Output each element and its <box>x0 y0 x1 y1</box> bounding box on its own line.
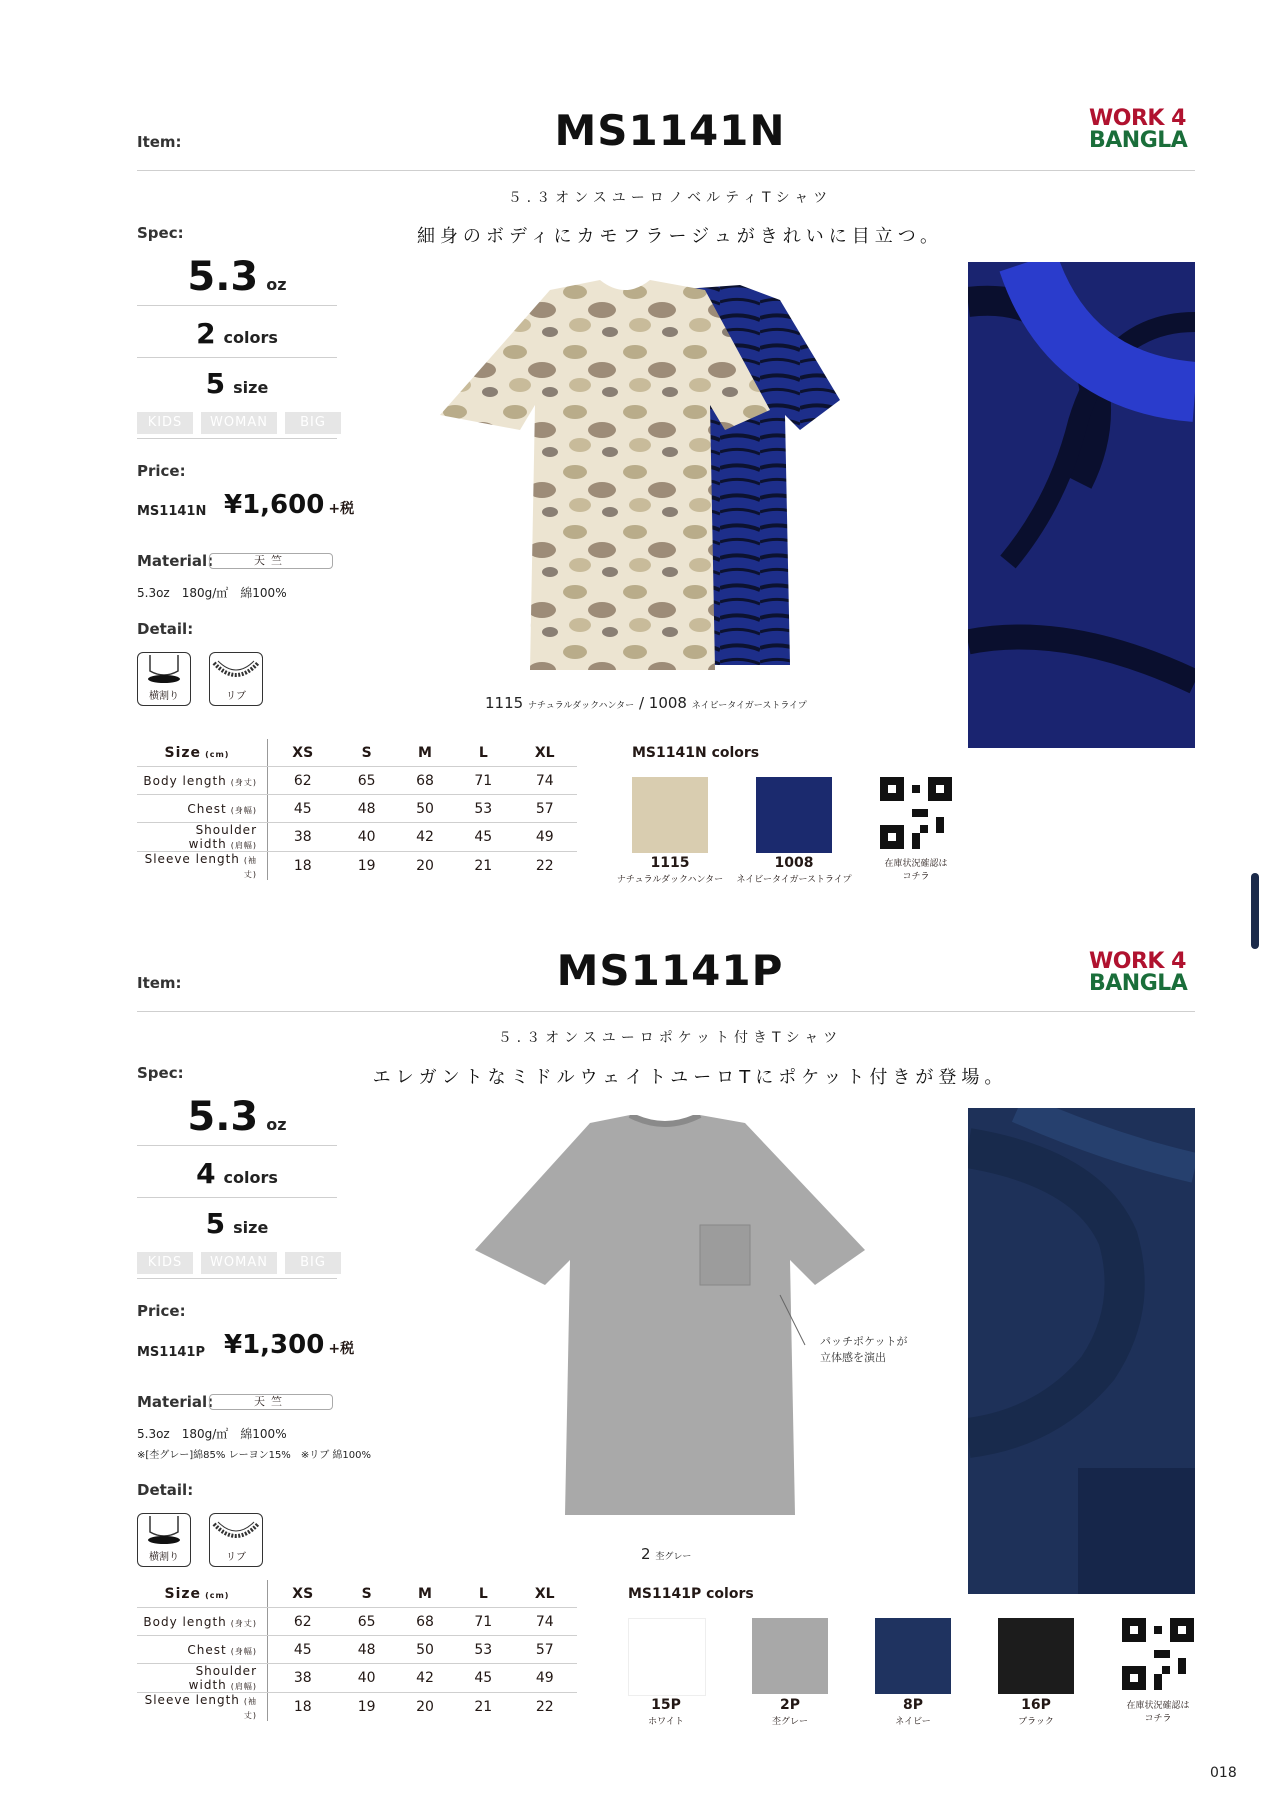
brand-logo <box>1089 108 1187 152</box>
color-swatch-1115[interactable] <box>632 777 708 853</box>
cell: 40 <box>337 1664 395 1693</box>
tag-big: BIG <box>285 1252 341 1274</box>
cell: 42 <box>396 1664 454 1693</box>
row-label: Chest (身幅) <box>137 1636 268 1664</box>
price-code: MS1141P <box>137 1345 206 1360</box>
cell: 40 <box>337 823 395 852</box>
oz-value: 5.3 <box>187 254 259 300</box>
detail-label: Detail: <box>137 620 194 638</box>
size-m: M <box>396 1580 454 1608</box>
item-label: Item: <box>137 133 182 151</box>
rib-detail-icon <box>209 652 263 706</box>
size-tags <box>137 1252 341 1274</box>
table-row <box>137 823 577 852</box>
size-unit: size <box>233 1218 269 1237</box>
swatch-code: 16P <box>1021 1697 1051 1713</box>
qr-code-icon[interactable] <box>880 777 952 849</box>
product-code-title: MS1141P <box>556 946 784 995</box>
divider <box>137 170 1195 171</box>
cell: 74 <box>512 1608 577 1636</box>
cell: 71 <box>454 1608 512 1636</box>
size-header-label: Size (cm) <box>137 739 268 767</box>
colors-value: 4 <box>196 1157 216 1190</box>
swatch-name: ネイビータイガーストライプ <box>736 875 852 885</box>
swatch-name: 杢グレー <box>771 1717 808 1727</box>
cell: 20 <box>416 1699 434 1715</box>
colors-unit: colors <box>223 1168 278 1187</box>
swatch-name: ブラック <box>1018 1717 1054 1727</box>
rib-detail-icon <box>209 1513 263 1567</box>
swatch-name: ホワイト <box>648 1717 684 1727</box>
caption-name: ネイビータイガーストライプ <box>691 701 807 711</box>
table-row <box>137 1664 577 1693</box>
caption-code: 1008 <box>648 694 687 712</box>
cell: 21 <box>474 858 493 874</box>
tag-big: BIG <box>285 412 341 434</box>
logo-line2: BANGLA <box>1089 128 1188 153</box>
size-table-header <box>137 1580 577 1608</box>
divider <box>137 438 337 439</box>
spec-weight <box>137 1090 337 1146</box>
cell: 57 <box>512 1636 577 1664</box>
qr-caption-line: コチラ <box>1144 1714 1172 1724</box>
cell: 18 <box>293 1699 312 1715</box>
cell: 45 <box>454 823 512 852</box>
spec-weight <box>137 250 337 306</box>
cell: 19 <box>357 858 376 874</box>
cell: 65 <box>337 1608 395 1636</box>
cell: 38 <box>268 1664 338 1693</box>
swatch-code: 8P <box>902 1697 923 1713</box>
cell: 48 <box>337 795 395 823</box>
pocket-note-line: パッチポケットが <box>820 1335 908 1348</box>
detail-photo-collar <box>968 1108 1195 1594</box>
size-xs: XS <box>268 739 338 767</box>
swatch-name: ナチュラルダックハンター <box>616 875 724 885</box>
colors-title: MS1141N colors <box>632 745 760 761</box>
size-l: L <box>454 1580 512 1608</box>
row-label: Sleeve length (袖丈) <box>137 1693 268 1722</box>
tag-woman: WOMAN <box>201 412 277 434</box>
size-xs: XS <box>268 1580 338 1608</box>
spec-colors <box>137 310 337 358</box>
size-value: 5 <box>205 1207 226 1240</box>
swatch-name: ネイビー <box>895 1717 931 1727</box>
cell: 49 <box>512 823 577 852</box>
row-label: Body length (身丈) <box>137 767 268 795</box>
color-swatch-15p[interactable] <box>628 1618 706 1696</box>
pocket-note <box>820 1334 907 1366</box>
size-s: S <box>337 1580 395 1608</box>
size-s: S <box>337 739 395 767</box>
cell: 45 <box>268 1636 338 1664</box>
product-subtitle: ５.３オンスユーロポケット付きTシャツ <box>497 1030 843 1046</box>
caption-code: 2 <box>641 1545 651 1563</box>
qr-caption-line: 在庫状況確認は <box>1126 1701 1190 1711</box>
cell: 62 <box>268 767 338 795</box>
cell: 19 <box>357 1699 376 1715</box>
size-xl: XL <box>512 739 577 767</box>
spec-label: Spec: <box>137 1064 184 1082</box>
cell: 22 <box>535 858 554 874</box>
spec-size <box>137 364 337 404</box>
cell: 53 <box>454 1636 512 1664</box>
product-code-title: MS1141N <box>554 106 786 155</box>
colors-value: 2 <box>196 317 216 350</box>
table-row <box>137 852 577 881</box>
price-label: Price: <box>137 1302 186 1320</box>
tag-kids: KIDS <box>137 412 193 434</box>
caption-name: 杢グレー <box>655 1552 692 1562</box>
cell: 74 <box>512 767 577 795</box>
size-table <box>137 1580 577 1721</box>
detail-caption: 横割り <box>149 691 179 702</box>
size-m: M <box>396 739 454 767</box>
cell: 38 <box>268 823 338 852</box>
swatch-code: 1008 <box>774 855 814 871</box>
cell: 48 <box>337 1636 395 1664</box>
product-subtitle: ５.３オンスユーロノベルティTシャツ <box>507 190 833 206</box>
detail-caption: リブ <box>226 691 246 702</box>
row-label: Body length (身丈) <box>137 1608 268 1636</box>
material-spec: 5.3oz 180g/㎡ 綿100% <box>137 586 287 600</box>
caption-separator: / <box>638 694 645 712</box>
image-caption <box>485 694 807 712</box>
item-label: Item: <box>137 974 182 992</box>
cell: 62 <box>268 1608 338 1636</box>
material-label: Material: <box>137 552 214 570</box>
cell: 20 <box>416 858 434 874</box>
price-label: Price: <box>137 462 186 480</box>
oz-value: 5.3 <box>187 1094 259 1140</box>
price <box>224 1330 354 1360</box>
cell: 50 <box>396 795 454 823</box>
spec-colors <box>137 1150 337 1198</box>
price <box>224 490 354 520</box>
row-label: Sleeve length (袖丈) <box>137 852 268 881</box>
detail-photo-collar <box>968 262 1195 748</box>
cell: 45 <box>268 795 338 823</box>
cell: 53 <box>454 795 512 823</box>
table-row <box>137 767 577 795</box>
page-number: 018 <box>1210 1765 1237 1781</box>
color-swatch-1008[interactable] <box>756 777 832 853</box>
qr-caption <box>866 858 966 884</box>
swatch-code: 1115 <box>650 855 690 871</box>
color-swatch-2p[interactable] <box>752 1618 828 1694</box>
yokowari-detail-icon <box>137 652 191 706</box>
material-type: 天竺 <box>209 1394 333 1410</box>
size-xl: XL <box>512 1580 577 1608</box>
caption-code: 1115 <box>485 694 524 712</box>
brand-logo <box>1089 951 1187 995</box>
tag-kids: KIDS <box>137 1252 193 1274</box>
cell: 42 <box>396 823 454 852</box>
material-label: Material: <box>137 1393 214 1411</box>
color-swatch-16p[interactable] <box>998 1618 1074 1694</box>
size-table <box>137 739 577 880</box>
product-image-tshirts <box>440 280 920 675</box>
cell: 57 <box>512 795 577 823</box>
material-spec: 5.3oz 180g/㎡ 綿100% <box>137 1427 287 1441</box>
qr-caption <box>1108 1700 1208 1726</box>
row-label: Shoulder width (肩幅) <box>137 823 268 852</box>
image-caption <box>641 1545 691 1563</box>
swatch-code: 2P <box>779 1697 800 1713</box>
price-code: MS1141N <box>137 504 207 519</box>
color-swatch-8p[interactable] <box>875 1618 951 1694</box>
spec-label: Spec: <box>137 224 184 242</box>
oz-unit: oz <box>266 1115 287 1134</box>
cell: 45 <box>454 1664 512 1693</box>
cell: 68 <box>396 767 454 795</box>
divider <box>137 1278 337 1279</box>
spec-size <box>137 1204 337 1244</box>
detail-caption: 横割り <box>149 1552 179 1563</box>
price-tax: +税 <box>328 1341 355 1357</box>
price-value: ¥1,600 <box>224 490 325 520</box>
logo-line2: BANGLA <box>1089 971 1188 996</box>
price-tax: +税 <box>328 501 355 517</box>
qr-caption-line: コチラ <box>902 872 930 882</box>
colors-unit: colors <box>223 328 278 347</box>
catch-copy: 細身のボディにカモフラージュがきれいに目立つ。 <box>416 226 944 247</box>
detail-caption: リブ <box>226 1552 246 1563</box>
cell: 71 <box>454 767 512 795</box>
colors-title: MS1141P colors <box>628 1586 754 1602</box>
size-value: 5 <box>205 367 226 400</box>
size-tags <box>137 412 341 434</box>
table-row <box>137 1636 577 1664</box>
cell: 21 <box>474 1699 493 1715</box>
logo-line1: WORK 4 <box>1089 949 1186 974</box>
table-row <box>137 1693 577 1722</box>
oz-unit: oz <box>266 275 287 294</box>
row-label: Shoulder width (肩幅) <box>137 1664 268 1693</box>
cell: 50 <box>396 1636 454 1664</box>
table-row <box>137 1608 577 1636</box>
product-image-grey-tee <box>470 1115 870 1520</box>
price-value: ¥1,300 <box>224 1330 325 1360</box>
qr-code-icon[interactable] <box>1122 1618 1194 1690</box>
material-type: 天竺 <box>209 553 333 569</box>
logo-line1: WORK 4 <box>1089 106 1186 131</box>
yokowari-detail-icon <box>137 1513 191 1567</box>
cell: 49 <box>512 1664 577 1693</box>
swatch-code: 15P <box>651 1697 681 1713</box>
catch-copy: エレガントなミドルウェイトユーロTにポケット付きが登場。 <box>372 1067 1008 1088</box>
tag-woman: WOMAN <box>201 1252 277 1274</box>
caption-name: ナチュラルダックハンター <box>527 701 635 711</box>
row-label: Chest (身幅) <box>137 795 268 823</box>
cell: 65 <box>337 767 395 795</box>
size-table-header <box>137 739 577 767</box>
cell: 18 <box>293 858 312 874</box>
divider <box>137 1011 1195 1012</box>
detail-label: Detail: <box>137 1481 194 1499</box>
size-l: L <box>454 739 512 767</box>
pocket-note-line: 立体感を演出 <box>820 1351 886 1364</box>
cell: 68 <box>396 1608 454 1636</box>
qr-caption-line: 在庫状況確認は <box>884 859 948 869</box>
size-unit: size <box>233 378 269 397</box>
table-row <box>137 795 577 823</box>
section-tab[interactable] <box>1251 873 1259 949</box>
cell: 22 <box>535 1699 554 1715</box>
material-note: ※[杢グレー]綿85% レーヨン15% ※リブ 綿100% <box>137 1450 371 1461</box>
size-header-label: Size (cm) <box>137 1580 268 1608</box>
